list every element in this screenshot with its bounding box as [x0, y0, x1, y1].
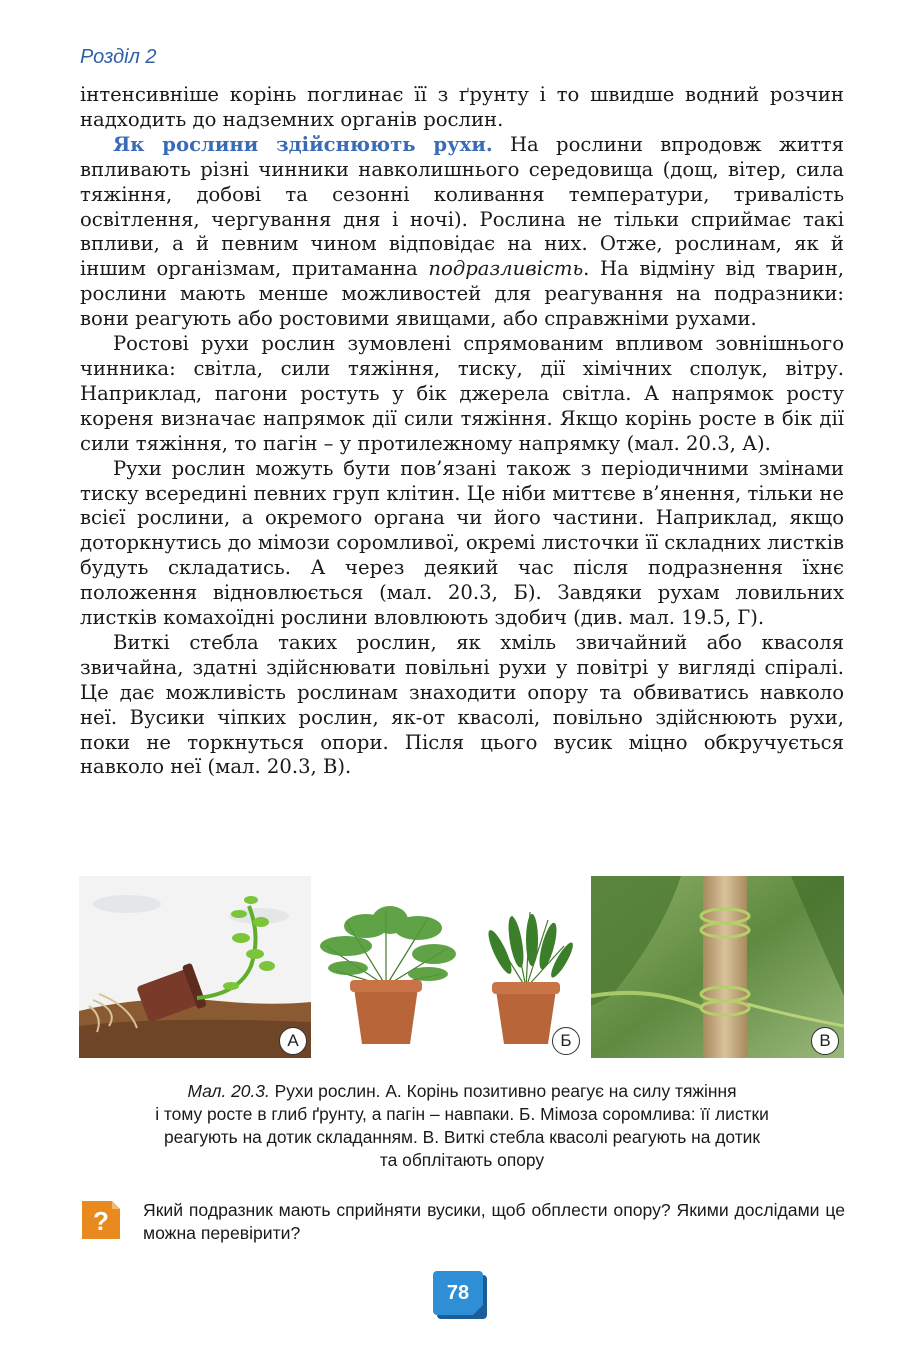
figure-a-illustration — [79, 876, 311, 1058]
inline-heading: Як рослини здійснюють рухи. — [113, 132, 493, 156]
badge-a: А — [279, 1027, 307, 1055]
figure-b-mimosa — [316, 876, 585, 1058]
caption-line-1 — [80, 1080, 844, 1103]
page-number-badge — [433, 1271, 487, 1319]
figure-b-illustration — [316, 876, 585, 1058]
page-number: 78 — [446, 1281, 470, 1304]
figure-a-gravitropism — [79, 876, 311, 1058]
svg-text:?: ? — [93, 1206, 109, 1236]
caption-line-1-text: Рухи рослин. А. Корінь позитивно реагує на силу тяжіння — [269, 1081, 737, 1101]
paragraph-1: інтенсивніше корінь поглинає її з ґрунту і то швидше водний розчин надходить до надземних органів рослин. — [80, 83, 844, 131]
paragraph-2-text-b: . На відміну від тварин, рослини мають менше можливостей для реагування на подразники: вони реагують або ростовими явищами, або справжніми рухами. — [80, 257, 845, 331]
caption-label: Мал. 20.3. — [187, 1081, 270, 1101]
paragraph-2-text-a: На рослини впродовж життя впливають різні чинники навколишнього середовища (дощ, вітер, сила тяжіння, добові та сезонні коливання температури, тривалість освітлення, чергування дня і ночі). Рослина не тільки сприймає такі впливи, а й певним чином відповідає на них. Отже, рослинам, як й іншим організмам, притаманна — [80, 132, 844, 281]
paragraph-5: Виткі стебла таких рослин, як хміль звичайний або квасоля звичайна, здатні здійснювати повільні рухи у повітрі у вигляді спіралі. Це дає можливість рослинам знаходити опору та обвиватись навколо неї. Вусики чіпких рослин, як-от квасолі, повільно здійснюють рухи, поки не торкнуться опори. Після цього вусик міцно обкручується навколо неї (мал. 20.3, В). — [80, 630, 844, 779]
question-mark-icon — [80, 1199, 122, 1241]
term-irritability: подразливість — [428, 257, 584, 281]
caption-line-4: та обплітають опору — [379, 1150, 545, 1170]
question-text: Який подразник мають сприйняти вусики, щоб обплести опору? Якими дослідами це можна перевірити? — [143, 1200, 845, 1243]
caption-line-3: реагують на дотик складанням. В. Виткі стебла квасолі реагують на дотик — [164, 1127, 760, 1147]
figure-caption — [80, 1080, 844, 1172]
badge-c: В — [811, 1027, 839, 1055]
badge-b: Б — [552, 1027, 580, 1055]
paragraph-4: Рухи рослин можуть бути пов’язані також з періодичними змінами тиску всередині певних груп клітин. Це ніби миттєве в’янення, тільки не всієї рослини, а окремого органа чи його частини. Наприклад, якщо доторкнутись до мімози соромливої, окремі листочки її складних листків будуть складатись. А через деякий час після подразнення їхнє положення відновлюється (мал. 20.3, Б). Завдяки рухам ловильних листків комахоїдні рослини вловлюють здобич (див. мал. 19.5, Г). — [80, 456, 844, 630]
main-text — [80, 83, 844, 780]
caption-line-2: і тому росте в глиб ґрунту, а пагін – навпаки. Б. Мімоза соромлива: її листки — [155, 1104, 769, 1124]
paragraph-3: Ростові рухи рослин зумовлені спрямованим впливом зовнішнього чинника: світла, сили тяжіння, тиску, дії хімічних сполук, вітру. Наприклад, пагони ростуть у бік джерела світла. А напрямок росту кореня визначає напрямок дії сили тяжіння. Якщо корінь росте в бік дії сили тяжіння, то пагін – у протилежному напрямку (мал. 20.3, А). — [80, 332, 844, 455]
section-label: Розділ 2 — [80, 46, 157, 68]
figure-c-illustration — [591, 876, 844, 1058]
figure-c-bean-tendril — [591, 876, 844, 1058]
paragraph-2 — [80, 133, 844, 332]
